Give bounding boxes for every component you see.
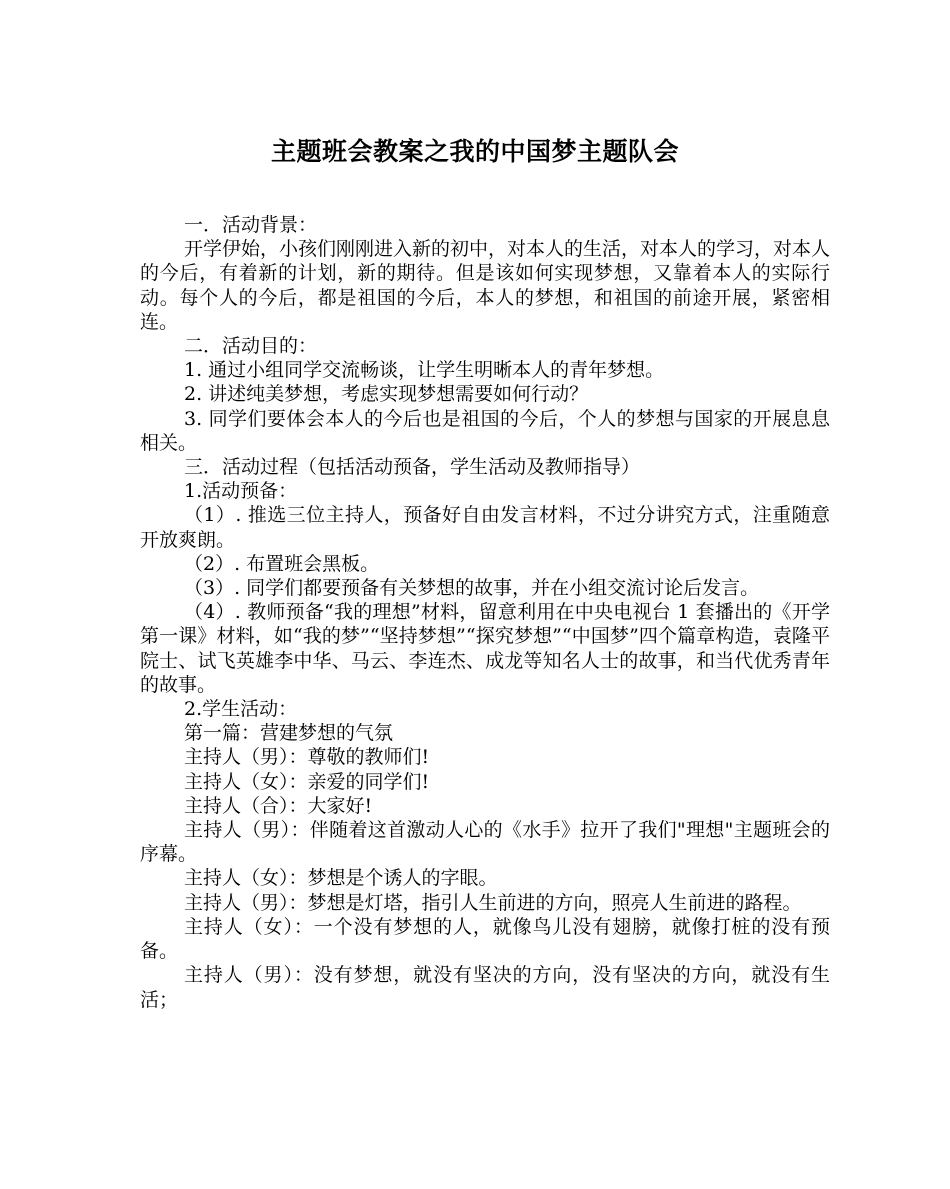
list-item: 3. 同学们要体会本人的今后也是祖国的今后，个人的梦想与国家的开展息息相关。 (140, 407, 830, 454)
list-item: 2. 讲述纯美梦想，考虑实现梦想需要如何行动？ (184, 383, 589, 406)
dialogue-line: 主持人（男）：梦想是灯塔，指引人生前进的方向，照亮人生前进的路程。 (184, 891, 802, 914)
section-heading: 第一篇：营建梦想的气氛 (184, 722, 394, 745)
list-item: 1. 通过小组同学交流畅谈，让学生明晰本人的青年梦想。 (184, 359, 665, 382)
heading-background: 一．活动背景： (184, 214, 318, 236)
paragraph: 开学伊始，小孩们刚刚进入新的初中，对本人的生活，对本人的学习，对本人的今后，有着新的计划，新的期待。但是该如何实现梦想，又靠着本人的实际行动。每个人的今后，都是祖国的今后，本人的梦想，和祖国的前途开展，紧密相连。 (140, 238, 831, 333)
list-item: （4）. 教师预备“我的理想”材料，留意利用在中央电视台 1 套播出的《开学第一课》材料，如“我的梦”“坚持梦想”“探究梦想”“中国梦”四个篇章构造，袁隆平院士、试飞英雄李中华、马云、李连杰、成龙等知名人士的故事，和当代优秀青年的故事。 (140, 601, 830, 696)
dialogue-line: 主持人（男）：伴随着这首激动人心的《水手》拉开了我们"理想"主题班会的序幕。 (140, 819, 830, 866)
dialogue-line: 主持人（女）：梦想是个诱人的字眼。 (184, 867, 498, 890)
list-item: （2）. 布置班会黑板。 (184, 552, 380, 575)
dialogue-line: 主持人（女）：亲爱的同学们! (184, 770, 430, 793)
list-item: （1）. 推选三位主持人，预备好自由发言材料，不过分讲究方式，注重随意开放爽朗。 (140, 504, 830, 551)
heading-process: 三．活动过程（包括活动预备，学生活动及教师指导） (184, 456, 641, 479)
dialogue-line: 主持人（男）：尊敬的教师们! (184, 746, 430, 769)
subheading-student-activity: 2.学生活动： (184, 698, 298, 721)
dialogue-line: 主持人（男）：没有梦想，就没有坚决的方向，没有坚决的方向，就没有生活； (140, 964, 830, 1011)
subheading-preparation: 1.活动预备： (184, 480, 298, 503)
document-title: 主题班会教案之我的中国梦主题队会 (270, 137, 679, 166)
dialogue-line: 主持人（合）：大家好! (184, 794, 373, 817)
list-item: （3）. 同学们都要预备有关梦想的故事，并在小组交流讨论后发言。 (184, 577, 760, 600)
heading-purpose: 二．活动目的： (184, 335, 318, 358)
dialogue-line: 主持人（女）：一个没有梦想的人，就像鸟儿没有翅膀，就像打桩的没有预备。 (140, 915, 830, 963)
document-body (140, 213, 830, 1012)
